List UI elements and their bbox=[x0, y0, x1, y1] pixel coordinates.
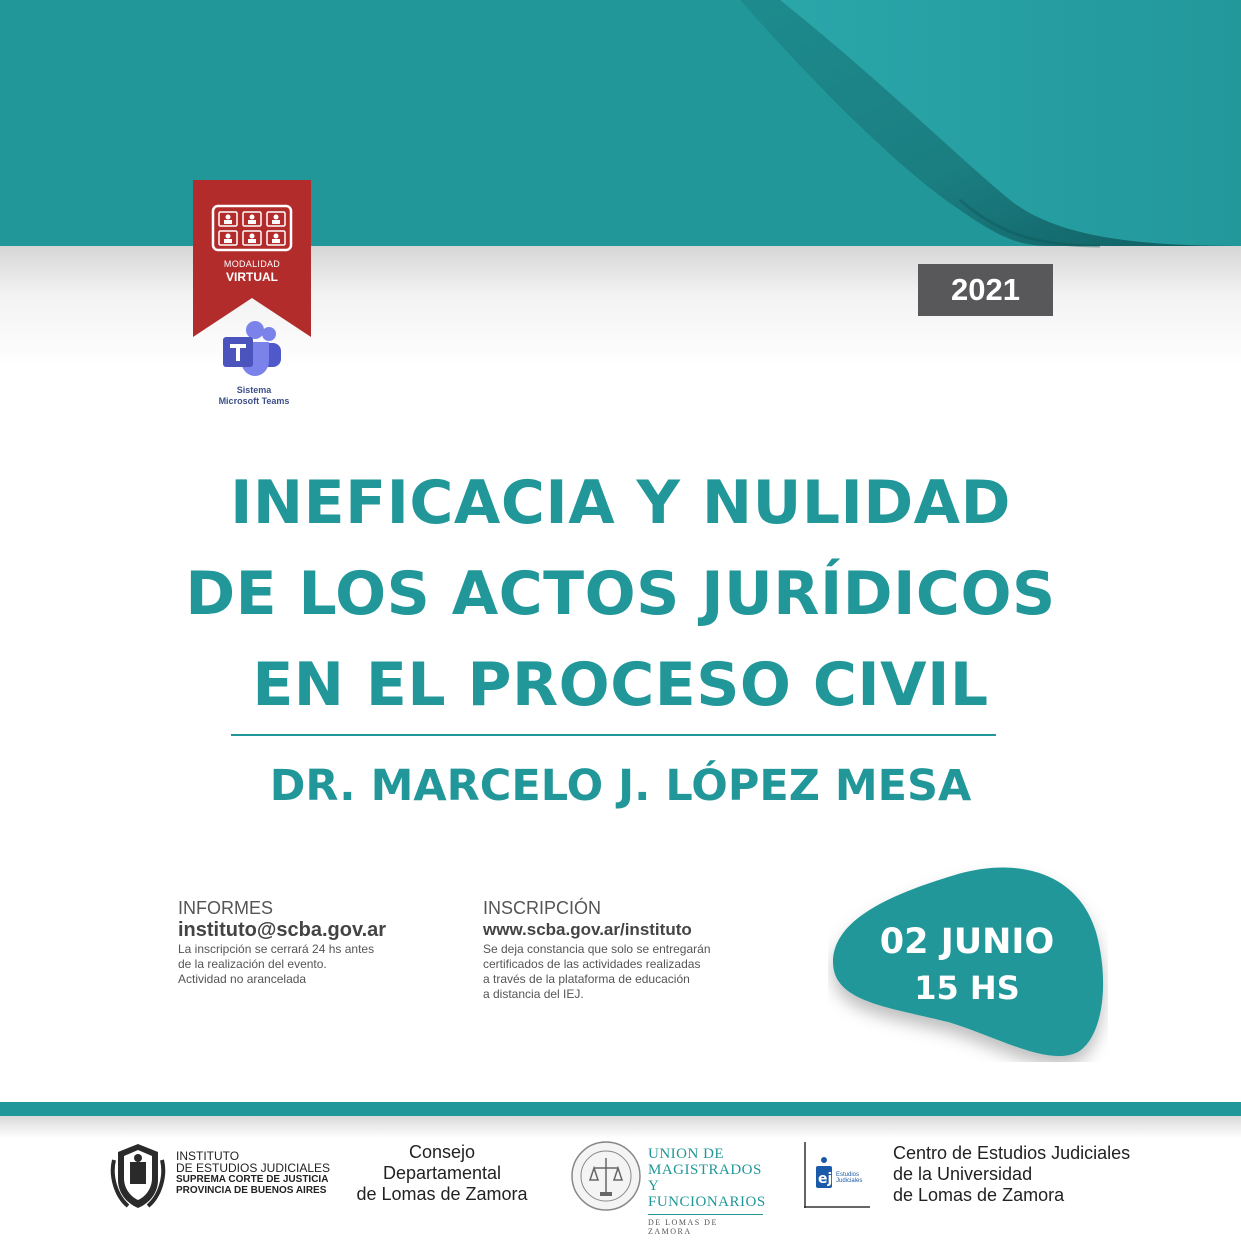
iej-line3: SUPREMA CORTE DE JUSTICIA bbox=[176, 1174, 329, 1185]
inscripcion-label: INSCRIPCIÓN bbox=[483, 898, 602, 918]
inscripcion-block bbox=[483, 898, 783, 1002]
informes-label: INFORMES bbox=[178, 898, 274, 918]
umf-text bbox=[648, 1146, 766, 1236]
cej-text bbox=[893, 1143, 1153, 1206]
year-badge: 2021 bbox=[918, 264, 1053, 316]
svg-text:ej: ej bbox=[818, 1171, 833, 1187]
umf-line3: Y FUNCIONARIOS bbox=[648, 1178, 766, 1210]
event-date-time bbox=[852, 918, 1082, 1010]
platform-line1: Sistema bbox=[236, 385, 272, 395]
footer-shadow bbox=[0, 1116, 1241, 1138]
consejo-line1: Consejo bbox=[408, 1142, 476, 1162]
speaker-name: DR. MARCELO J. LÓPEZ MESA bbox=[269, 761, 972, 811]
umf-seal-icon bbox=[570, 1140, 642, 1212]
page-curl-graphic bbox=[0, 0, 1241, 260]
platform-caption bbox=[193, 385, 315, 407]
event-date: 02 JUNIO bbox=[879, 922, 1055, 962]
iej-text bbox=[176, 1150, 346, 1196]
informes-email-link[interactable]: instituto@scba.gov.ar bbox=[178, 919, 387, 941]
consejo-text bbox=[344, 1142, 540, 1205]
cej-line2: de la Universidad bbox=[893, 1164, 1033, 1184]
iej-line4: PROVINCIA DE BUENOS AIRES bbox=[176, 1185, 327, 1196]
title-line-1: INEFICACIA Y NULIDAD bbox=[230, 468, 1011, 538]
title-line-3: EN EL PROCESO CIVIL bbox=[252, 650, 989, 720]
coat-of-arms-icon bbox=[110, 1140, 166, 1212]
title-divider bbox=[231, 734, 996, 736]
umf-line2: MAGISTRADOS bbox=[648, 1162, 762, 1178]
microsoft-teams-icon bbox=[219, 320, 285, 380]
badge-mode-label: MODALIDAD bbox=[223, 259, 281, 269]
iej-line2: DE ESTUDIOS JUDICIALES bbox=[176, 1161, 331, 1175]
umf-line4: DE LOMAS DE ZAMORA bbox=[648, 1214, 763, 1236]
informes-note: La inscripción se cerrará 24 hs antes de la realización del evento. Actividad no arancelada bbox=[178, 942, 375, 986]
event-title bbox=[60, 458, 1181, 731]
event-time: 15 HS bbox=[914, 969, 1020, 1007]
badge-mode-value: VIRTUAL bbox=[226, 270, 278, 284]
footer-bar bbox=[0, 1102, 1241, 1116]
cej-logo-text: Estudios Judiciales bbox=[836, 1172, 863, 1184]
inscripcion-note: Se deja constancia que solo se entregarán certificados de las actividades realizadas a través de la plataforma de educación a distancia del IEJ. bbox=[483, 942, 711, 1001]
header-shadow bbox=[0, 246, 1241, 366]
platform-line2: Microsoft Teams bbox=[218, 396, 290, 406]
umf-line1: UNION DE bbox=[648, 1146, 725, 1162]
cej-line1: Centro de Estudios Judiciales bbox=[893, 1143, 1131, 1163]
informes-block bbox=[178, 898, 438, 987]
consejo-line2: Departamental bbox=[382, 1163, 502, 1183]
iej-line1: INSTITUTO bbox=[176, 1149, 240, 1163]
consejo-line3: de Lomas de Zamora bbox=[356, 1184, 528, 1204]
title-line-2: DE LOS ACTOS JURÍDICOS bbox=[185, 559, 1056, 629]
virtual-mode-badge bbox=[193, 180, 311, 337]
inscripcion-url-link[interactable]: www.scba.gov.ar/instituto bbox=[483, 920, 692, 939]
cej-line3: de Lomas de Zamora bbox=[893, 1185, 1065, 1205]
